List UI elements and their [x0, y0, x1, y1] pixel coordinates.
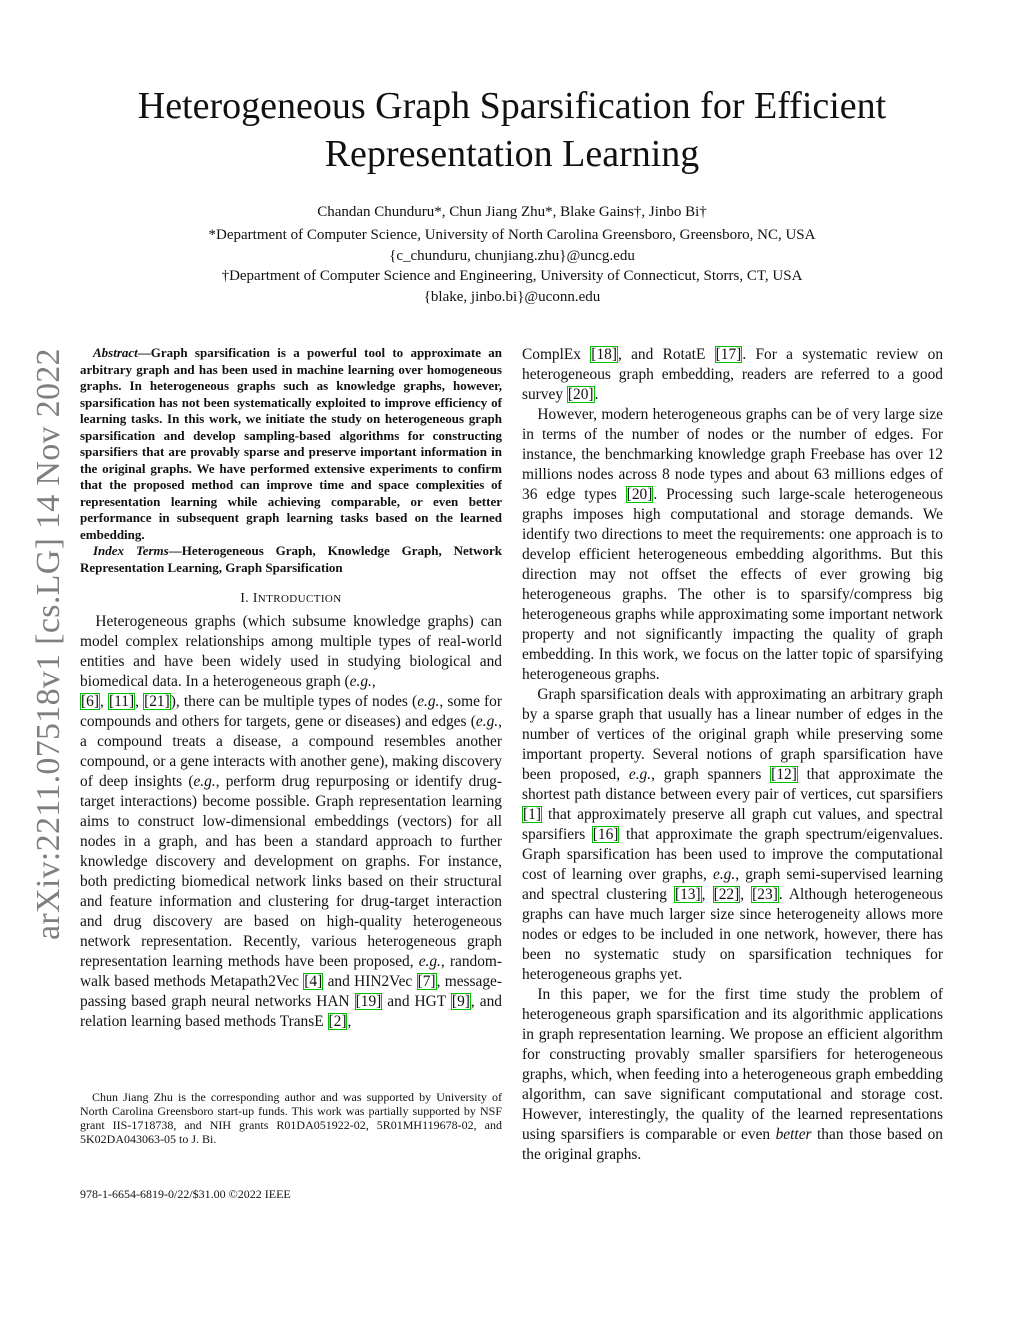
- citation-link[interactable]: [17]: [715, 346, 742, 363]
- citation-link[interactable]: [19]: [355, 993, 382, 1010]
- citation-link[interactable]: [23]: [752, 886, 778, 903]
- arxiv-stamp: arXiv:2211.07518v1 [cs.LG] 14 Nov 2022: [30, 348, 67, 940]
- index-terms-text: —Heterogeneous Graph, Knowledge Graph, Network Representation Learning, Graph Sparsification: [80, 543, 502, 575]
- affiliation-uncg: *Department of Computer Science, University of North Carolina Greensboro, Greensboro, NC, USA: [208, 227, 816, 243]
- affiliation-uconn: †Department of Computer Science and Engineering, University of Connecticut, Storrs, CT, USA: [221, 268, 803, 284]
- footnote: Chun Jiang Zhu is the corresponding author and was supported by University of North Carolina Greensboro start-up funds. This work was partially supported by NSF grant IIS-1718738, and NIH grants R01DA051922-02, 5R01MH119678-02, and 5K02DA043063-05 to J. Bi.: [80, 1090, 502, 1146]
- paper-title: Heterogeneous Graph Sparsification for Efficient Representation Learning: [137, 85, 887, 175]
- citation-link[interactable]: [20]: [567, 386, 594, 403]
- citation-link[interactable]: [11]: [108, 693, 135, 710]
- citation-link[interactable]: [22]: [713, 886, 740, 903]
- email-uconn: {blake, jinbo.bi}@uconn.edu: [423, 289, 601, 305]
- citation-link[interactable]: [12]: [771, 766, 797, 783]
- citation-link[interactable]: [9]: [451, 993, 470, 1010]
- citation-link[interactable]: [20]: [626, 486, 653, 503]
- citation-link[interactable]: [7]: [417, 973, 436, 990]
- abstract-label: Abstract: [93, 345, 138, 360]
- citation-link[interactable]: [1]: [523, 806, 541, 823]
- paragraph-scale: However, modern heterogeneous graphs can be of very large size in terms of the number of nodes or the number of edges. For instance, the benchmarking knowledge graph Freebase has over 12 millions nodes across 8 node types and about 63 millions edges of 36 edge types [20]. Processing such large-scale heterogeneous graphs imposes high computational and storage demands. We identify two directions to meet the requirements: one approach is to develop efficient heterogeneous embedding algorithms. But this direction may not offset the effects of ever growing big heterogeneous graphs. The other is to sparsify/compress big heterogeneous graphs while approximating some important network property and not significantly impacting the quality of graph embedding. In this work, we focus on the latter topic of sparsifying heterogeneous graphs.: [522, 406, 943, 683]
- paragraph-contribution: In this paper, we for the first time study the problem of heterogeneous graph sparsification and its algorithmic applications in graph representation learning. We propose an efficient algorithm for constructing provably smaller sparsifiers for heterogeneous graphs, which, when feeding into a heterogeneous graph embedding algorithm, can save significant computational and storage cost. However, interestingly, the quality of the learned representations using sparsifiers is comparable or even better than those based on the original graphs.: [522, 986, 943, 1163]
- citation-link[interactable]: [6]: [81, 693, 99, 710]
- citation-link[interactable]: [21]: [144, 693, 170, 710]
- citation-link[interactable]: [18]: [591, 346, 617, 363]
- abstract: [80, 345, 502, 543]
- index-terms-label: Index Terms: [93, 543, 169, 558]
- paragraph-sparsification: Graph sparsification deals with approximating an arbitrary graph by a sparse graph that usually has a linear number of edges in the number of vertices of the original graph while preserving some important property. Several notions of graph sparsification have been proposed, e.g., graph spanners [12] that approximate the shortest path distance between every pair of vertices, cut sparsifiers [1] that approximately preserve all graph cut values, and spectral sparsifiers [16] that approximate the graph spectrum/eigenvalues. Graph sparsification has been used to improve the computational cost of learning over graphs, e.g., graph semi-supervised learning and spectral clustering [13], [22], [23]. Although heterogeneous graphs can have much larger size since heterogeneity allows more nodes or edges to be included in one network, however, there has been no systematic study on sparsification techniques for heterogeneous graphs yet.: [522, 686, 943, 983]
- section-heading-introduction: I. INTRODUCTION: [240, 590, 342, 605]
- citation-link[interactable]: [13]: [674, 886, 701, 903]
- citation-link[interactable]: [4]: [304, 973, 323, 990]
- intro-paragraph: Heterogeneous graphs (which subsume knowledge graphs) can model complex relationships among multiple types of real-world entities and have been widely used in studying biological and biomedical data. In a heterogeneous graph (e.g., [6], [11], [21]), there can be multiple types of nodes (e.g., some for compounds and others for targets, gene or diseases) and edges (e.g., a compound treats a disease, a compound resembles another compound, or a gene interacts with another gene), making discovery of deep insights (e.g., perform drug repurposing or identify drug-target interactions) become possible. Graph representation learning aims to construct low-dimensional embeddings (vectors) for all nodes in a graph, and has been a standard approach to further knowledge discovery and development on graphs. For instance, both predicting biomedical network links based on their structural and feature information and clustering for drug-target interaction and drug discovery are based on high-quality heterogeneous network representation. Recently, various heterogeneous graph representation learning methods have been proposed, e.g., random-walk based methods Metapath2Vec [4] and HIN2Vec [7], message-passing based graph neural networks HAN [19] and HGT [9], and relation learning based methods TransE [2],: [80, 613, 503, 1030]
- paragraph-continued: ComplEx [18], and RotatE [17]. For a systematic review on heterogeneous graph embedding, readers are referred to a good survey [20].: [522, 346, 944, 403]
- left-column: [80, 345, 502, 1032]
- email-uncg: {c_chunduru, chunjiang.zhu}@uncg.edu: [389, 248, 635, 264]
- citation-link[interactable]: [16]: [592, 826, 619, 843]
- abstract-text: —Graph sparsification is a powerful tool to approximate an arbitrary graph and has been used in machine learning over homogeneous graphs. In heterogeneous graphs such as knowledge graphs, however, sparsification has not been systematically exploited to improve efficiency of learning tasks. In this work, we initiate the study on heterogeneous graph sparsification and develop sampling-based algorithms for constructing sparsifiers that are provably sparse and preserve important information in the original graphs. We have performed extensive experiments to confirm that the proposed method can improve time and space complexities of representation learning while achieving comparable, or even better performance in subsequent graph learning tasks based on the learned embedding.: [80, 345, 502, 542]
- copyright-notice: 978-1-6654-6819-0/22/$31.00 ©2022 IEEE: [80, 1187, 291, 1201]
- author-list: Chandan Chunduru*, Chun Jiang Zhu*, Blake Gains†, Jinbo Bi†: [317, 204, 707, 220]
- right-column: [522, 345, 943, 1165]
- citation-link[interactable]: [2]: [328, 1013, 347, 1030]
- index-terms: [80, 543, 502, 576]
